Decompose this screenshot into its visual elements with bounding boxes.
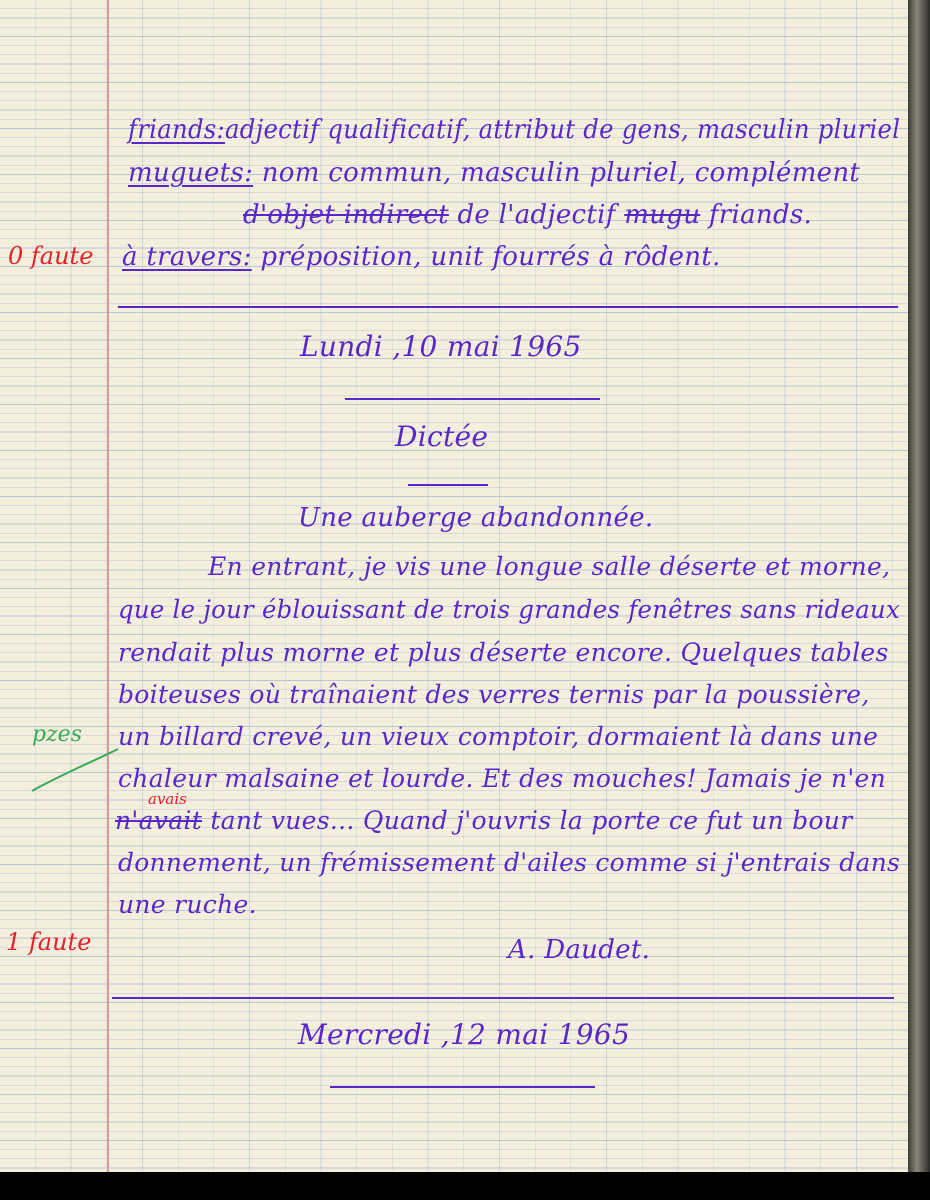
dictation-line-7-text: tant vues... Quand j'ouvris la porte ce fut un bour [210,806,853,835]
heading-dictee: Dictée [395,420,489,453]
analysis-line-4 [122,242,721,272]
analysis-line-1 [128,115,900,145]
teacher-correction: avais [148,790,187,808]
dictation-line-1: En entrant, je vis une longue salle déserte et morne, [208,552,891,581]
date-underline-2 [330,1086,595,1088]
dictation-line-3: rendait plus morne et plus déserte encore. Quelques tables [118,638,889,667]
struck-text-2: mugu [624,200,701,230]
dictation-line-4: boiteuses où traînaient des verres ternis par la poussière, [118,680,870,709]
margin-note-green: pzes [32,722,82,747]
dictation-line-5: un billard crevé, un vieux comptoir, dormaient là dans une [118,722,879,751]
dictation-line-9: une ruche. [118,890,257,919]
analysis-text-4: préposition, unit fourrés à rôdent. [260,242,721,272]
date-wednesday: Mercredi ,12 mai 1965 [298,1018,631,1051]
analysis-text-2: nom commun, masculin pluriel, complément [261,158,861,188]
heading-underline [408,484,488,486]
green-check-stroke [30,745,120,795]
date-monday: Lundi ,10 mai 1965 [300,330,582,363]
scan-border-bottom [0,1172,930,1200]
separator-rule-1 [118,306,898,308]
analysis-text-3-end: friands. [708,200,813,230]
author-signature: A. Daudet. [508,935,651,965]
dictation-title: Une auberge abandonnée. [298,503,654,533]
analysis-line-2 [128,158,860,188]
analysis-line-3 [243,200,812,230]
separator-rule-2 [112,997,894,999]
date-underline-1 [345,398,600,400]
dictation-line-8: donnement, un frémissement d'ailes comme si j'entrais dans [118,848,901,877]
dictation-line-2: que le jour éblouissant de trois grandes fenêtres sans rideaux [118,595,900,624]
analysis-term-friands: friands: [128,115,226,145]
analysis-term-muguets: muguets: [128,158,254,188]
dictation-line-6: chaleur malsaine et lourde. Et des mouches! Jamais je n'en [118,764,887,793]
struck-word: n'avait [115,806,203,835]
dictation-line-7 [115,806,852,835]
page-edge-right [908,0,930,1172]
margin-note-score-2: 1 faute [6,928,92,956]
analysis-term-a-travers: à travers: [122,242,252,272]
struck-text-1: d'objet indirect [243,200,449,230]
margin-note-score-1: 0 faute [8,242,94,270]
analysis-text-3: de l'adjectif [457,200,616,230]
analysis-text-1: adjectif qualificatif, attribut de gens, masculin pluriel [225,115,901,145]
